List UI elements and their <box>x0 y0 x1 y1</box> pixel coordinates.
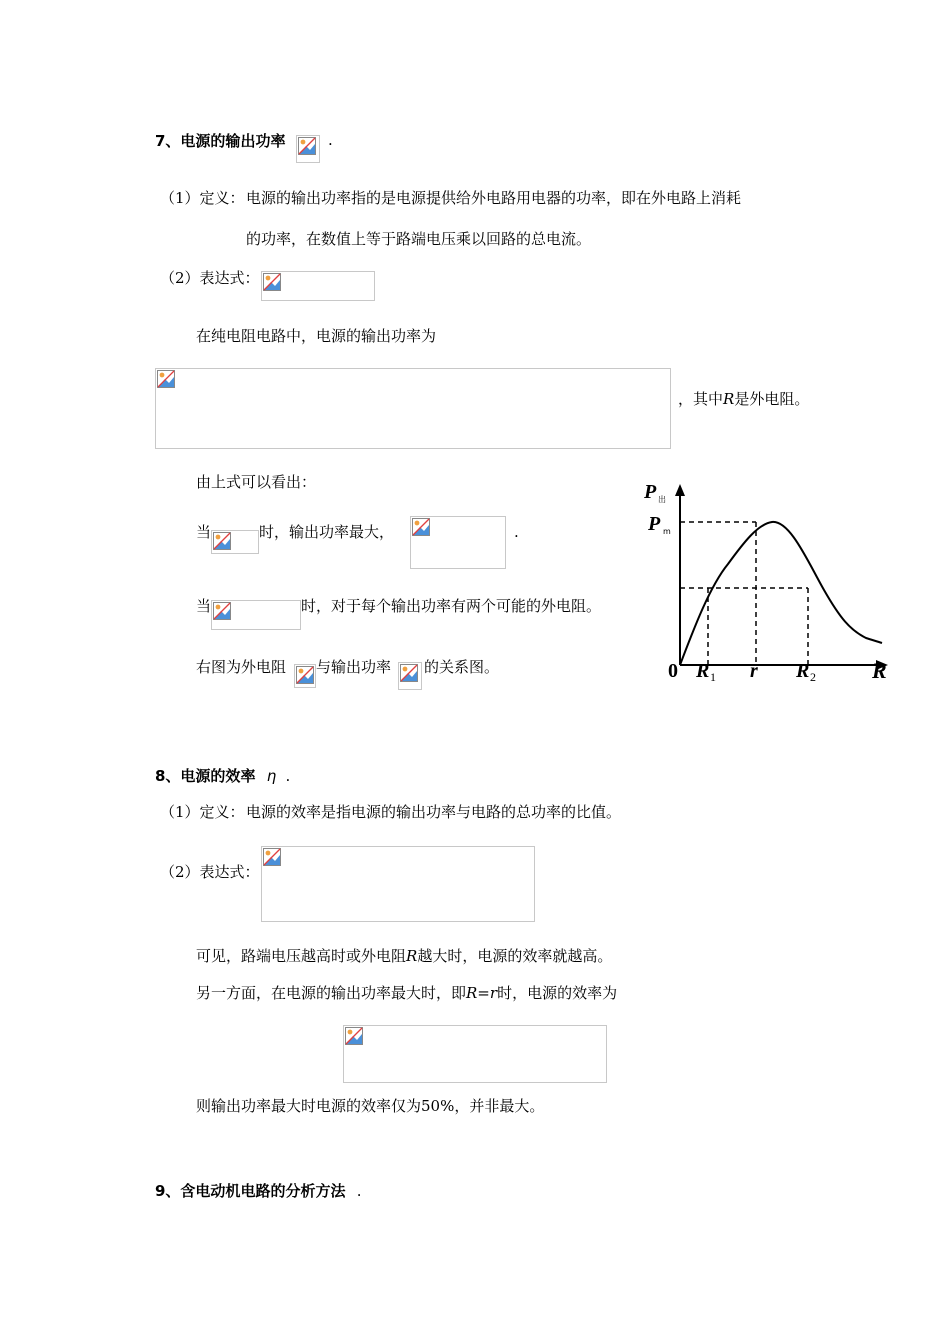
section-8-title: 8、电源的效率 η . <box>155 767 291 785</box>
formula-image <box>343 1025 607 1083</box>
r-label: r <box>750 660 758 682</box>
title-tail: . <box>328 131 333 149</box>
pm-label: P <box>648 513 661 535</box>
formula-image <box>211 600 301 630</box>
r1-label: R <box>696 660 710 682</box>
formula-image <box>155 368 671 449</box>
x-axis-label: R <box>872 658 887 683</box>
pm-sub: m <box>663 527 671 536</box>
s7-fig-post: 的关系图。 <box>424 658 500 676</box>
y-axis-arrow <box>675 484 685 496</box>
s7-expr-label: （2）表达式： <box>160 269 260 287</box>
s7-def-label: （1）定义： <box>160 189 245 207</box>
s8-expr-label: （2）表达式： <box>160 863 260 881</box>
broken-image-icon <box>157 370 175 388</box>
y-axis-sub: 出 <box>658 495 666 504</box>
section-9-title: 9、含电动机电路的分析方法 . <box>155 1182 362 1200</box>
y-axis-label: P <box>644 481 657 503</box>
broken-image-icon <box>213 602 231 620</box>
r2-sub: 2 <box>810 670 816 684</box>
s7-when1-end: . <box>514 523 519 541</box>
power-resistance-graph <box>632 478 894 688</box>
s7-fig-pre: 右图为外电阻 <box>196 658 287 676</box>
s8-def-text: 电源的效率是指电源的输出功率与电路的总功率的比值。 <box>246 803 622 821</box>
formula-image <box>296 135 320 163</box>
s8-def-label: （1）定义： <box>160 803 245 821</box>
broken-image-icon <box>213 532 231 550</box>
s7-when2-post: 时，对于每个输出功率有两个可能的外电阻。 <box>301 597 602 615</box>
formula-image <box>294 664 316 688</box>
s8-conclusion: 则输出功率最大时电源的效率仅为50%，并非最大。 <box>196 1097 545 1115</box>
power-curve <box>680 522 882 665</box>
formula-image <box>211 530 259 554</box>
formula-image <box>398 662 422 690</box>
s7-fig-mid: 与输出功率 <box>316 658 392 676</box>
r1-sub: 1 <box>710 670 716 684</box>
broken-image-icon <box>296 666 314 684</box>
s7-def-line2: 的功率，在数值上等于路端电压乘以回路的总电流。 <box>246 230 592 248</box>
formula-image <box>261 271 375 301</box>
r2-label: R <box>796 660 810 682</box>
broken-image-icon <box>298 137 316 155</box>
formula-image <box>261 846 535 922</box>
s7-when1-mid: 时，输出功率最大， <box>259 523 395 541</box>
s7-where-r: ，其中R是外电阻。 <box>678 390 810 408</box>
broken-image-icon <box>263 848 281 866</box>
broken-image-icon <box>345 1027 363 1045</box>
broken-image-icon <box>400 664 418 682</box>
section-7-title: 7、电源的输出功率 <box>155 132 286 150</box>
broken-image-icon <box>412 518 430 536</box>
s7-seen: 由上式可以看出： <box>196 473 317 491</box>
broken-image-icon <box>263 273 281 291</box>
s7-pure-resistance: 在纯电阻电路中，电源的输出功率为 <box>196 327 437 345</box>
s7-when1-pre: 当 <box>196 523 212 541</box>
formula-image <box>410 516 506 569</box>
s8-other: 另一方面，在电源的输出功率最大时，即R=r时，电源的效率为 <box>196 984 618 1002</box>
s8-visible: 可见，路端电压越高时或外电阻R越大时，电源的效率就越高。 <box>196 947 613 965</box>
origin-label: 0 <box>668 660 678 682</box>
s7-when2-pre: 当 <box>196 597 212 615</box>
s7-def-line1: 电源的输出功率指的是电源提供给外电路用电器的功率，即在外电路上消耗 <box>246 189 742 207</box>
